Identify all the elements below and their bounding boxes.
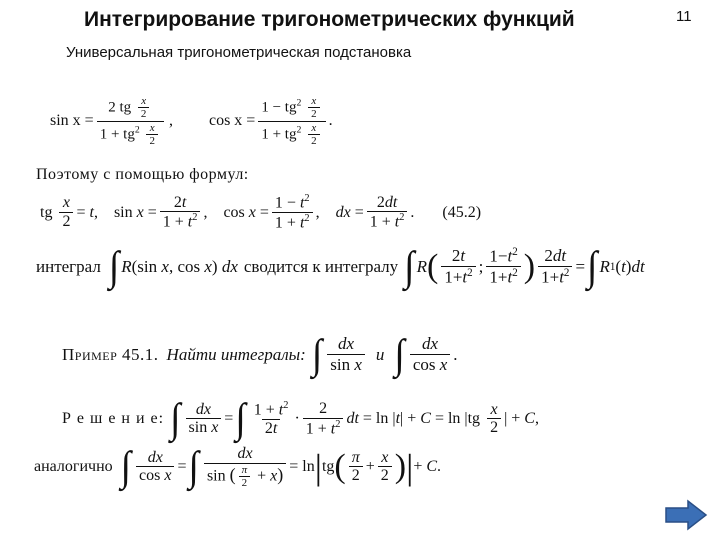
solution-row: Р е ш е н и е: ∫ $\frac{dx}{\text{sin x}}$ = ∫ $\frac{1 + t^2}{2t}$ · $\frac{2}{1 + t^2}$ dt = ln |t| + C = ln |tg $\frac{x}{2}$ | + C, [62,396,539,443]
page-number: 11 [676,8,692,25]
solution-label: Р е ш е н и е: [62,410,165,428]
cos-label: cos x = [208,112,256,130]
reduces-text: сводится к интегралу [243,256,399,276]
and-word: и [375,344,385,364]
integral-reduction: интеграл ∫ R (sin x, cos x) dx сводится к интегралу ∫ R ( $\frac{2t}{1+t^2}$ ; $\frac{1-t^2}{1+t^2}$ ) $\frac{2dt}{1+t^2}$ = ∫ R 1 (t)dt [36,243,645,290]
similarly-word: аналогично [34,458,113,476]
sin-fraction: 2 tg $\frac{x}{2}$ $1 + tg^2$ $\frac{x}{2}$ [97,95,164,147]
example-label: Пример 45.1. [62,344,159,364]
equation-number: (45.2) [442,203,482,221]
sin-label: sin x = [50,112,94,130]
similarly-row: аналогично ∫ $\frac{dx}{\text{cos x}}$ = ∫ dx sin ( $\frac{\pi}{2}$ + x) = ln | tg ( $\frac{\pi}{2}$ + $\frac{x}{2}$ ) | + C. [34,444,442,491]
cos-fraction: $1 - tg^2$ $\frac{x}{2}$ $1 + tg^2$ $\frac{x}{2}$ [258,95,325,147]
right-arrow-icon [664,499,708,531]
example-task: Найти интегралы: [166,344,306,364]
slide-title: Интегрирование тригонометрических функций [84,8,575,31]
subtitle: Универсальная тригонометрическая подстановка [66,44,412,61]
therefore-text: Поэтому с помощью формул: [36,166,249,183]
formula-sin-cos: sin x = 2 tg $\frac{x}{2}$ $1 + tg^2$ $\frac{x}{2}$ , cos x = $1 - tg^2$ $\frac{x}{2}$ $1 + tg^2$ $\frac{x}{2}$ . [50,95,333,147]
next-slide-button[interactable] [664,499,708,531]
integral-word: интеграл [36,256,101,276]
example-row: Пример 45.1. Найти интегралы: ∫ $\frac{dx}{\text{sin x}}$ и ∫ $\frac{dx}{\text{cos x}}$ . [62,331,458,378]
substitution-formulas: tg $\frac{x}{2}$ = t, sin x = $\frac{2t}{1 + t^2}$ , cos x = $\frac{1 - t^2}{1 + t^2}$ , dx = $\frac{2dt}{1 + t^2}$ . (45.2) [40,193,482,232]
